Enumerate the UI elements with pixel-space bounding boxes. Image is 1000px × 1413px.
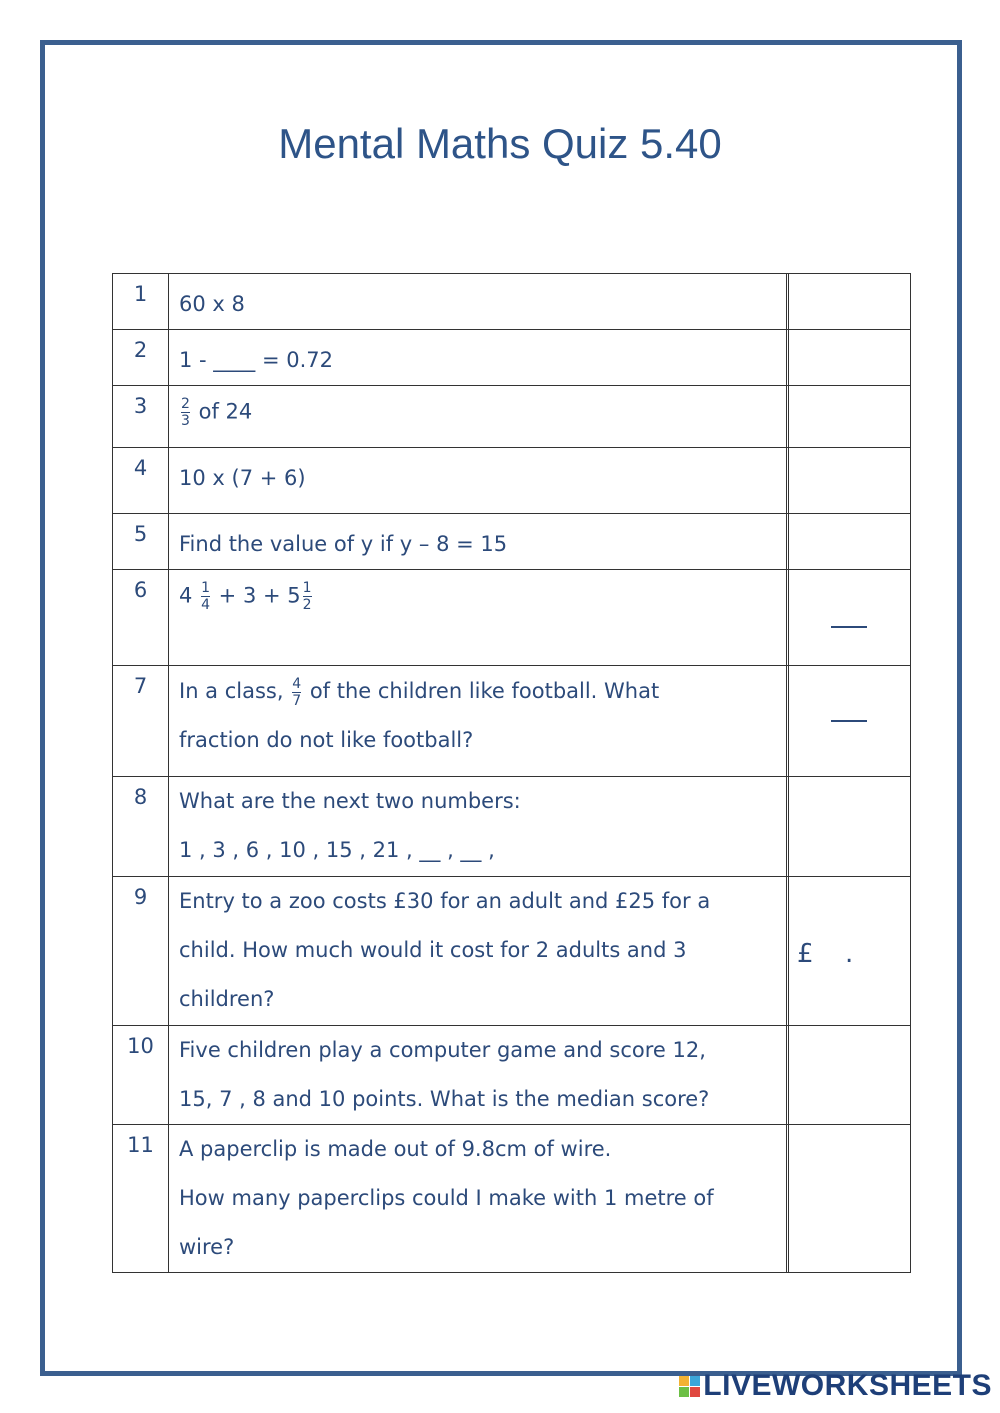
answer-box[interactable] [789,666,911,777]
fraction: $\frac{4}{7}$ [292,675,302,709]
answer-box[interactable] [789,274,911,330]
table-row [113,386,911,448]
answer-box[interactable] [789,1125,911,1273]
table-row [113,514,911,570]
page-title: Mental Maths Quiz 5.40 [278,120,722,167]
question-number: 4 [113,448,169,514]
table-row [113,666,911,777]
question-number: 8 [113,777,169,877]
question-number: 7 [113,666,169,777]
answer-box[interactable] [789,877,911,1026]
fraction-line [831,626,867,628]
question-text: 1 - ____ = 0.72 [169,330,787,386]
decimal-point: . [845,939,854,969]
question-number: 5 [113,514,169,570]
question-text: In a class, $\frac{4}{7}$ of the children like football. What fraction do not like football? [169,666,787,777]
question-text: 60 x 8 [169,274,787,330]
fraction: $\frac{1}{2}$ [302,580,312,613]
fraction-line [831,720,867,722]
question-number: 6 [113,570,169,666]
question-number: 2 [113,330,169,386]
liveworksheets-icon [679,1376,700,1397]
question-number: 3 [113,386,169,448]
table-row [113,1026,911,1125]
answer-box[interactable] [789,570,911,666]
answer-box[interactable] [789,330,911,386]
table-row [113,274,911,330]
answer-box[interactable] [789,514,911,570]
table-row [113,570,911,666]
pound-sign: £ [797,939,814,969]
brand-logo: LIVEWORKSHEETS [679,1369,992,1403]
table-row [113,777,911,877]
question-text: 4 $\frac{1}{4}$ + 3 + 5 $\frac{1}{2}$ [169,570,787,666]
quiz-table [112,273,911,1273]
question-text: Entry to a zoo costs £30 for an adult and £25 for a child. How much would it cost for 2 adults and 3 children? [169,877,787,1026]
question-text: What are the next two numbers: 1 , 3 , 6 , 10 , 15 , 21 , __ , __ , [169,777,787,877]
table-row [113,877,911,1026]
question-text: $\frac{2}{3}$ of 24 [169,386,787,448]
table-row [113,448,911,514]
answer-box[interactable] [789,1026,911,1125]
answer-box[interactable] [789,448,911,514]
question-text: 10 x (7 + 6) [169,448,787,514]
question-number: 10 [113,1026,169,1125]
table-row [113,1125,911,1273]
table-row [113,330,911,386]
question-number: 1 [113,274,169,330]
question-text: A paperclip is made out of 9.8cm of wire. How many paperclips could I make with 1 metre of wire? [169,1125,787,1273]
answer-box[interactable] [789,386,911,448]
answer-box[interactable] [789,777,911,877]
question-number: 11 [113,1125,169,1273]
question-text: Find the value of y if y – 8 = 15 [169,514,787,570]
question-text: Five children play a computer game and score 12, 15, 7 , 8 and 10 points. What is the median score? [169,1026,787,1125]
fraction: $\frac{2}{3}$ [181,396,190,429]
fraction: $\frac{1}{4}$ [201,580,210,613]
question-number: 9 [113,877,169,1026]
